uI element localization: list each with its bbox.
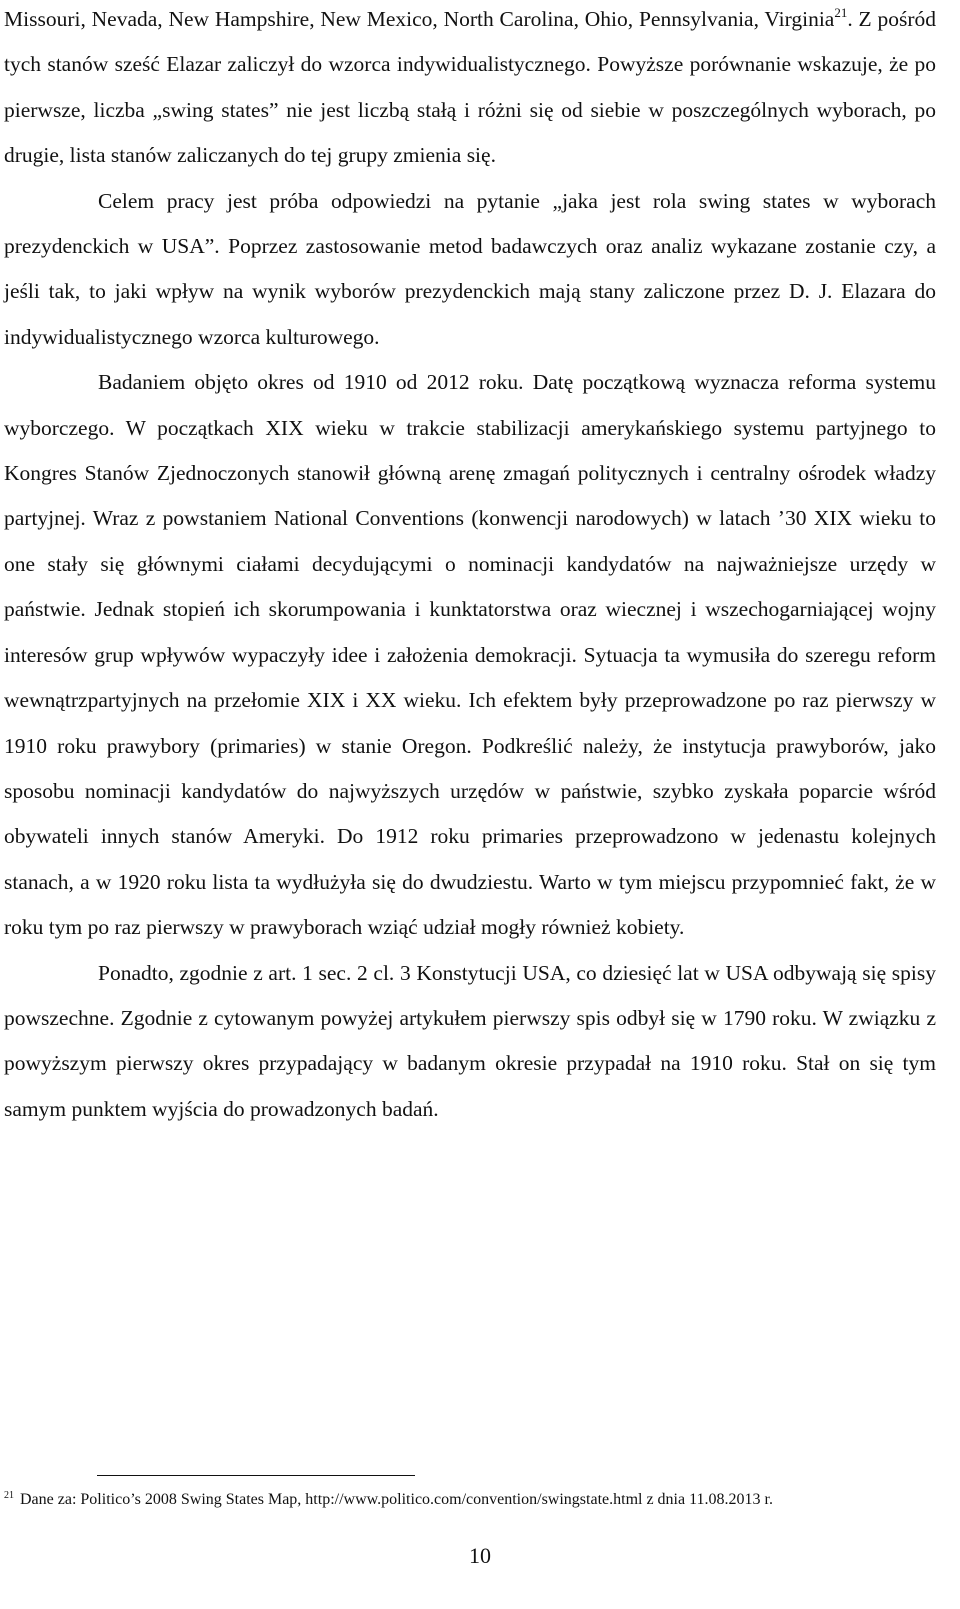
paragraph-research-period: Badaniem objęto okres od 1910 od 2012 roku. Datę początkową wyznacza reforma systemu wyborczego. W początkach XIX wieku w trakcie stabilizacji amerykańskiego systemu partyjnego to Kongres Stanów Zjednoczonych stanowił główną arenę zmagań politycznych i centralny ośrodek władzy partyjnej. Wraz z powstaniem National Conventions (konwencji narodowych) w latach ’30 XIX wieku to one stały się głównymi ciałami decydującymi o nominacji kandydatów na najważniejsze urzędy w państwie. Jednak stopień ich skorumpowania i kunktatorstwa oraz wiecznej i wszechogarniającej wojny interesów grup wpływów wypaczyły idee i założenia demokracji. Sytuacja ta wymusiła do szeregu reform wewnątrzpartyjnych na przełomie XIX i XX wieku. Ich efektem były przeprowadzone po raz pierwszy w 1910 roku prawybory (primaries) w stanie Oregon. Podkreślić należy, że instytucja prawyborów, jako sposobu nominacji kandydatów do najwyższych urzędów w państwie, szybko zyskała poparcie wśród obywateli innych stanów Ameryki. Do 1912 roku primaries przeprowadzono w jedenastu kolejnych stanach, a w 1920 roku lista ta wydłużyła się do dwudziestu. Warto w tym miejscu przypomnieć fakt, że w roku tym po raz pierwszy w prawyborach wziąć udział mogły również kobiety. [4,370,936,940]
paragraph-text-before-footnote: Missouri, Nevada, New Hampshire, New Mexico, North Carolina, Ohio, Pennsylvania, Virginia [4,7,835,31]
paragraph-swing-states-list [4,0,936,179]
footnote-number: 21 [4,1490,14,1501]
footnote [4,1488,944,1512]
footnote-divider [97,1475,415,1476]
paragraph-research-goal: Celem pracy jest próba odpowiedzi na pytanie „jaka jest rola swing states w wyborach prezydenckich w USA”. Poprzez zastosowanie metod badawczych oraz analiz wykazane zostanie czy, a jeśli tak, to jaki wpływ na wynik wyborów prezydenckich mają stany zaliczone przez D. J. Elazara do indywidualistycznego wzorca kulturowego. [4,188,936,349]
footnote-text: Dane za: Politico’s 2008 Swing States Map, http://www.politico.com/convention/swingstate.html z dnia 11.08.2013 r. [20,1491,773,1508]
paragraph-census: Ponadto, zgodnie z art. 1 sec. 2 cl. 3 Konstytucji USA, co dziesięć lat w USA odbywają się spisy powszechne. Zgodnie z cytowanym powyżej artykułem pierwszy spis odbył się w 1790 roku. W związku z powyższym pierwszy okres przypadający w badanym okresie przypadał na 1910 roku. Stał on się tym samym punktem wyjścia do prowadzonych badań. [4,960,936,1121]
paragraph-text-after-footnote: . Z pośród tych stanów sześć Elazar zaliczył do wzorca indywidualistycznego. Powyższe porównanie wskazuje, że po pierwsze, liczba „swing states” nie jest liczbą stałą i różni się od siebie w poszczególnych wyborach, po drugie, lista stanów zaliczanych do tej grupy zmienia się. [4,7,936,168]
document-page [4,0,936,1132]
page-number: 10 [469,1543,491,1568]
footnote-reference[interactable]: 21 [834,5,848,20]
